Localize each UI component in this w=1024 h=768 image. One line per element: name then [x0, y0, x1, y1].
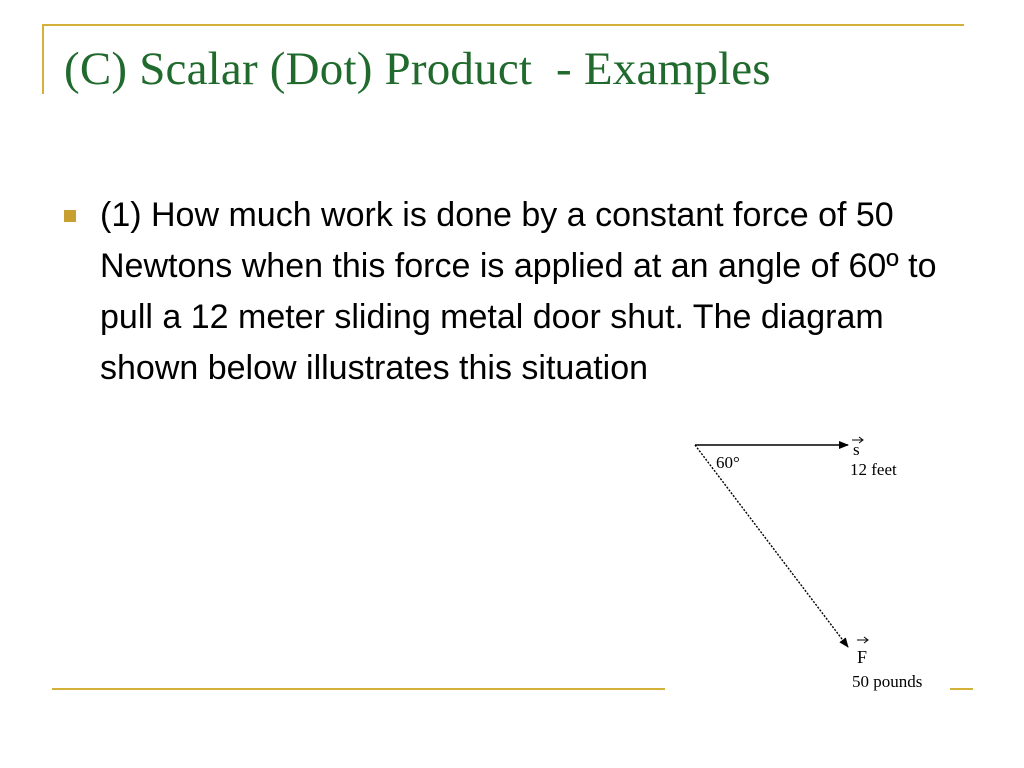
f-vector-arrow [695, 445, 848, 647]
angle-label: 60° [716, 453, 740, 472]
f-magnitude-label: 50 pounds [852, 672, 923, 691]
footer-line-right [950, 688, 973, 690]
f-symbol: F [857, 647, 868, 667]
s-magnitude-label: 12 feet [850, 460, 897, 479]
bullet-text: (1) How much work is done by a constant force of 50 Newtons when this force is applied at an angle of 60º to pull a 12 meter sliding metal door shut. The diagram shown below illustrates this situation [100, 196, 937, 387]
s-symbol: s [853, 440, 860, 459]
footer-line [52, 688, 665, 690]
slide-title: (C) Scalar (Dot) Product - Examples [64, 43, 771, 95]
